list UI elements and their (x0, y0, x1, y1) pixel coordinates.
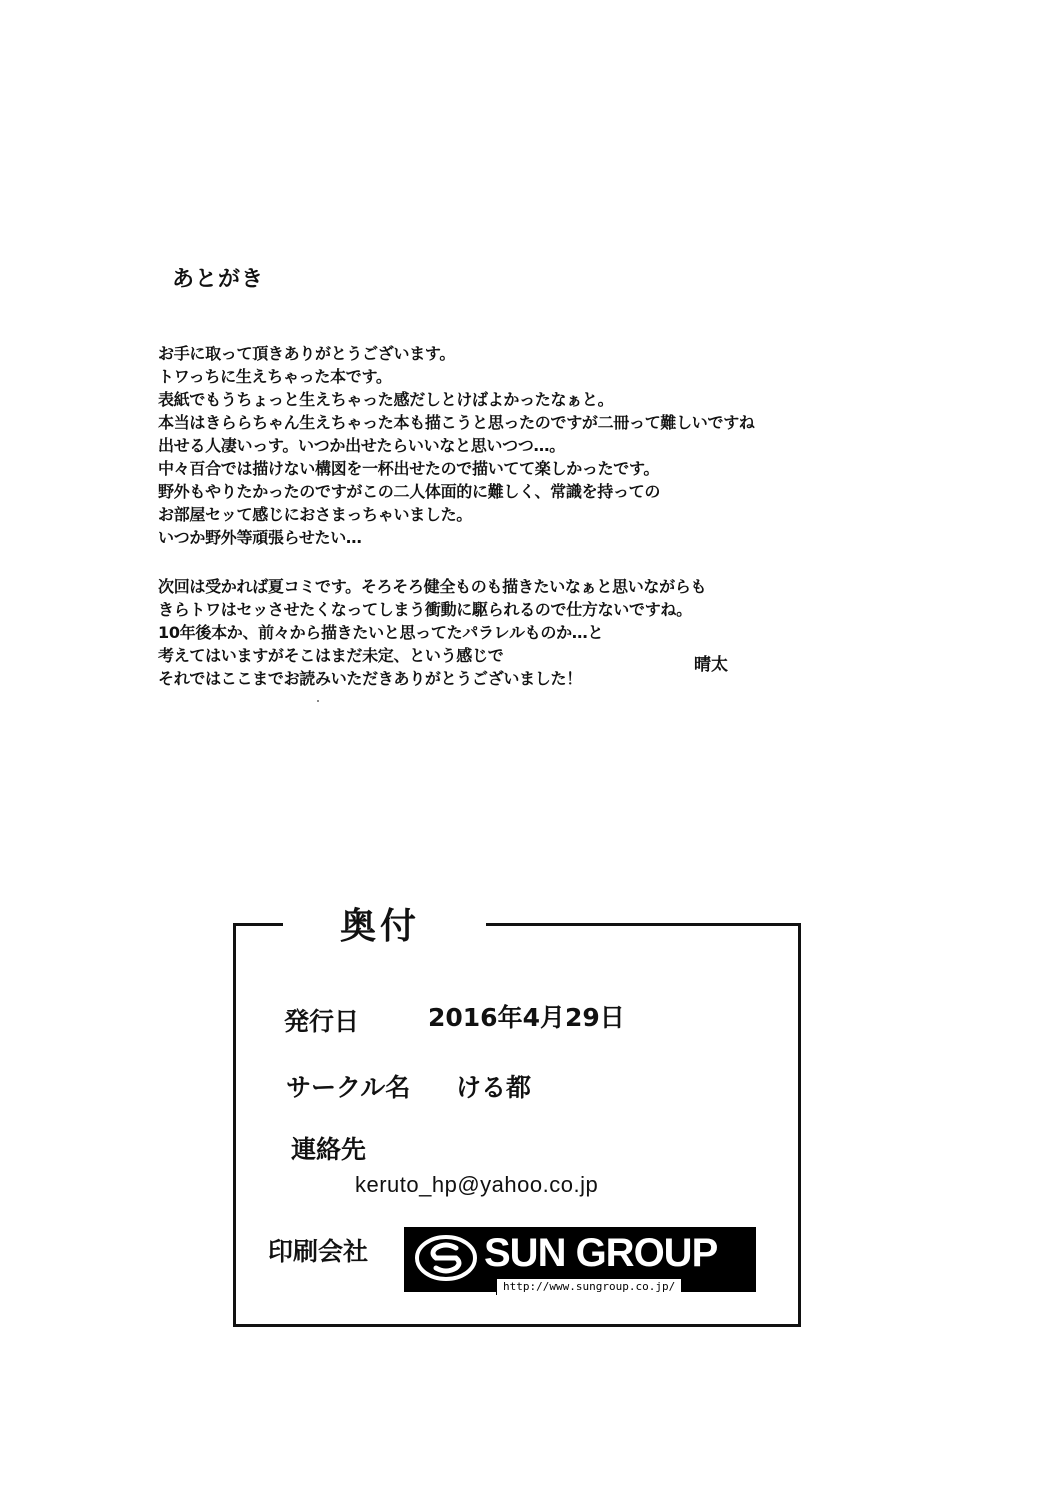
print-speck (317, 700, 319, 702)
afterword-title: あとがき (172, 267, 265, 292)
afterword-line: 野外もやりたかったのですがこの二人体面的に難しく、常識を持っての (158, 482, 661, 501)
circle-label: サークル名 (286, 1073, 411, 1102)
afterword-line: それではここまでお読みいただきありがとうございました！ (158, 669, 582, 688)
sun-group-emblem-icon (414, 1234, 478, 1282)
sun-group-logo-text: SUN GROUP (484, 1231, 718, 1275)
afterword-line: きらトワはセッさせたくなってしまう衝動に駆られるので仕方ないですね。 (158, 600, 692, 619)
afterword-line: 10年後本か、前々から描きたいと思ってたパラレルものか…と (158, 623, 604, 642)
circle-name: ける都 (456, 1073, 532, 1102)
printer-label: 印刷会社 (268, 1237, 369, 1266)
afterword-line: 中々百合では描けない構図を一杯出せたので描いてて楽しかったです。 (158, 459, 660, 478)
afterword-line: トワっちに生えちゃった本です。 (158, 367, 392, 386)
colophon-border-top-left (233, 923, 283, 926)
paragraph-gap (158, 549, 898, 575)
afterword-line: お手に取って頂きありがとうございます。 (158, 344, 456, 363)
colophon-title: 奥付 (340, 906, 421, 947)
printer-url: http://www.sungroup.co.jp/ (496, 1278, 681, 1295)
afterword-line: 本当はきららちゃん生えちゃった本も描こうと思ったのですが二冊って難しいですね (158, 413, 755, 432)
afterword-body (158, 342, 898, 690)
afterword-line: お部屋セッて感じにおさまっちゃいました。 (158, 505, 473, 524)
afterword-line: いつか野外等頑張らせたい… (158, 528, 362, 547)
afterword-line: 表紙でもうちょっと生えちゃった感だしとけばよかったなぁと。 (158, 390, 614, 409)
author-signature: 晴太 (694, 655, 728, 675)
afterword-line: 次回は受かれば夏コミです。そろそろ健全ものも描きたいなぁと思いながらも (158, 577, 707, 596)
contact-label: 連絡先 (291, 1135, 367, 1164)
afterword-line: 出せる人凄いっす。いつか出せたらいいなと思いつつ…。 (158, 436, 565, 455)
contact-email: keruto_hp@yahoo.co.jp (355, 1172, 599, 1197)
sun-group-logo (404, 1227, 756, 1292)
colophon-border-top-right (486, 923, 801, 926)
publish-date-label: 発行日 (284, 1007, 360, 1036)
afterword-line: 考えてはいますがそこはまだ未定、という感じで (158, 646, 504, 665)
publish-date: 2016年4月29日 (428, 1003, 625, 1032)
